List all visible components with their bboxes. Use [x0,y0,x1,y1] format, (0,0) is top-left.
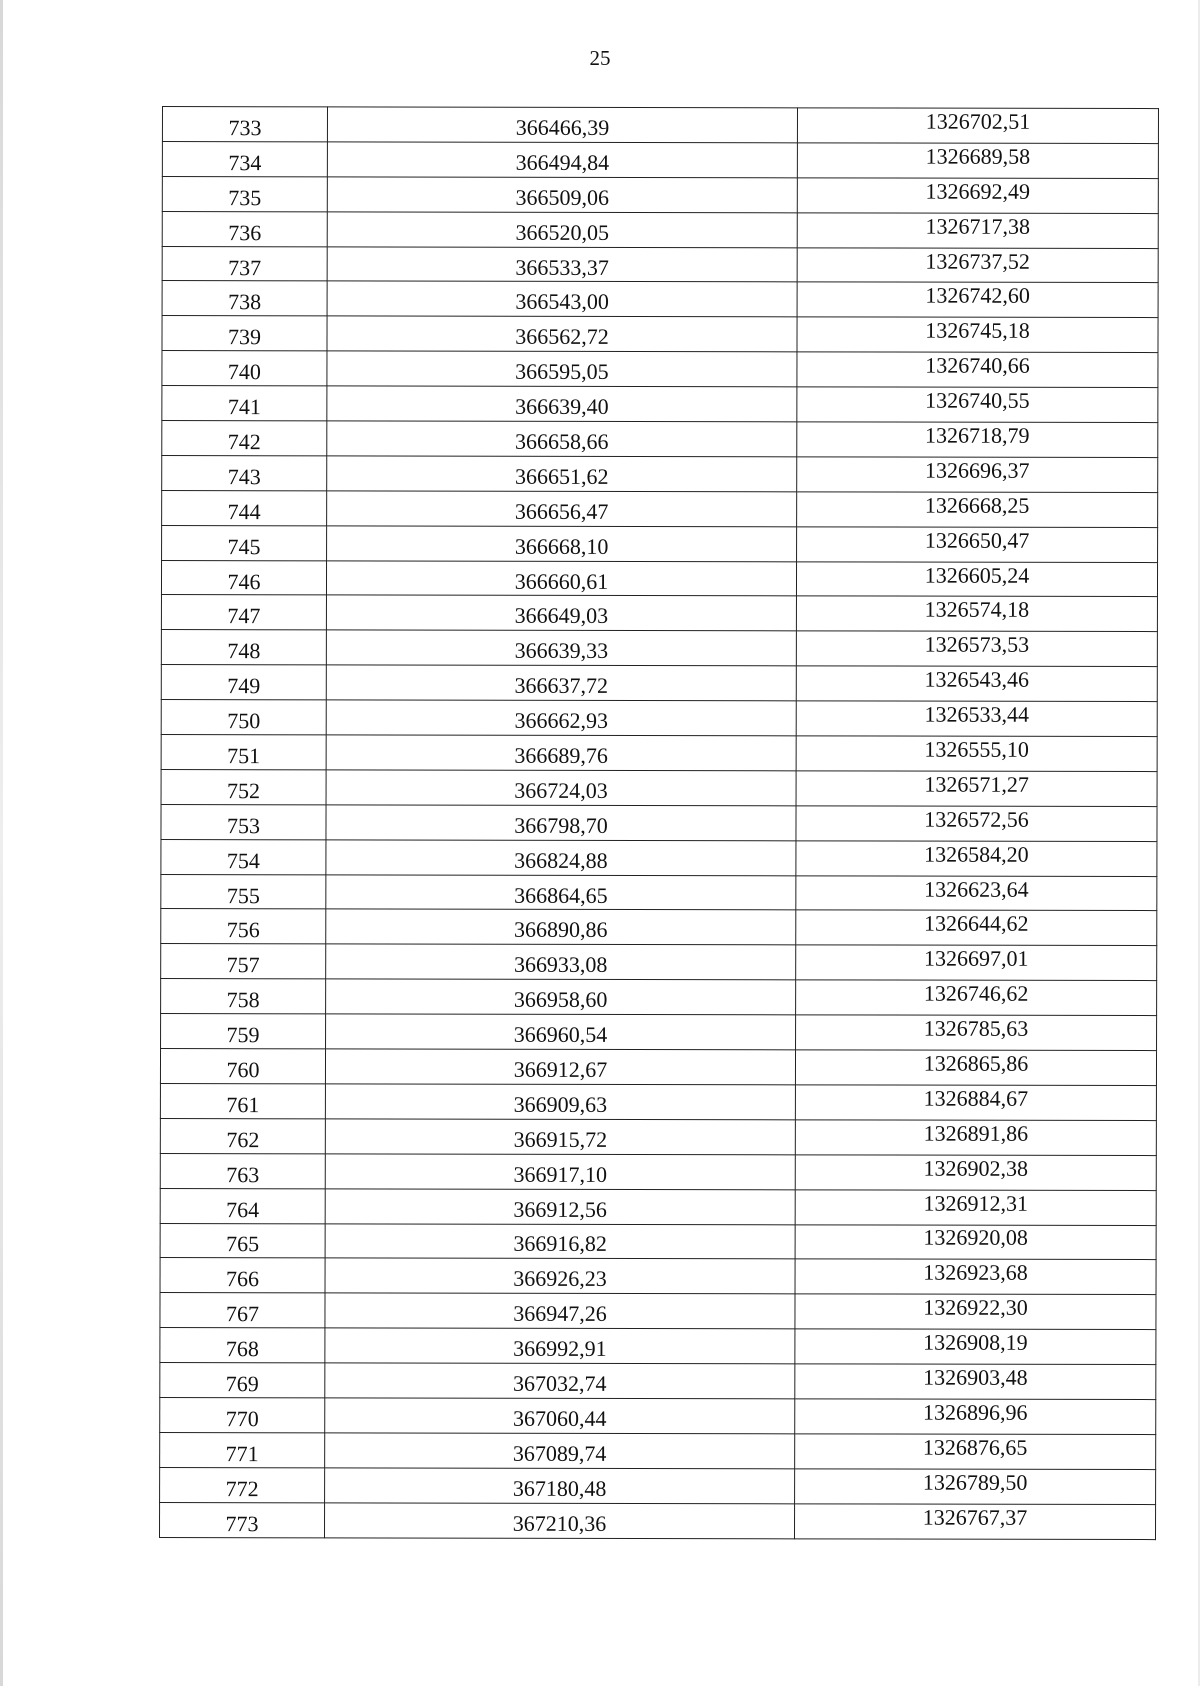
y-coordinate-cell: 1326650,47 [797,527,1158,563]
point-number-cell: 755 [161,874,326,909]
y-coordinate-cell: 1326702,51 [797,108,1158,144]
table-row [162,176,1158,213]
y-coordinate-cell: 1326740,55 [797,387,1158,423]
point-number-cell: 760 [160,1049,325,1084]
x-coordinate-cell: 366689,76 [326,735,796,771]
x-coordinate-cell: 366933,08 [326,944,796,980]
table-row [161,769,1157,806]
x-coordinate-cell: 366958,60 [326,979,796,1015]
page-number: 25 [589,46,611,70]
x-coordinate-cell: 366917,10 [325,1154,795,1190]
point-number-cell: 766 [160,1258,325,1293]
y-coordinate-cell: 1326737,52 [797,247,1158,283]
y-coordinate-cell: 1326696,37 [797,457,1158,493]
table-row [161,735,1157,772]
point-number-cell: 750 [161,700,326,735]
point-number-cell: 758 [161,979,326,1014]
x-coordinate-cell: 367180,48 [325,1468,795,1504]
y-coordinate-cell: 1326717,38 [797,213,1158,249]
point-number-cell: 753 [161,804,326,839]
y-coordinate-cell: 1326740,66 [797,352,1158,388]
y-coordinate-cell: 1326876,65 [795,1434,1156,1470]
y-coordinate-cell: 1326745,18 [797,317,1158,353]
table-row [160,1328,1156,1365]
table-row [161,839,1157,876]
table-row [160,1049,1156,1086]
x-coordinate-cell: 366912,56 [325,1188,795,1224]
table-row [160,1083,1156,1120]
point-number-cell: 743 [162,455,327,490]
x-coordinate-cell: 366824,88 [326,840,796,876]
point-number-cell: 742 [162,421,327,456]
table-row [160,1502,1156,1539]
table-row [162,351,1158,388]
point-number-cell: 739 [162,316,327,351]
x-coordinate-cell: 366960,54 [326,1014,796,1050]
y-coordinate-cell: 1326668,25 [797,492,1158,528]
x-coordinate-cell: 366509,06 [327,177,797,213]
y-coordinate-cell: 1326574,18 [796,596,1157,632]
table-row [160,1118,1156,1155]
y-coordinate-cell: 1326742,60 [797,282,1158,318]
x-coordinate-cell: 366912,67 [325,1049,795,1085]
y-coordinate-cell: 1326697,01 [796,945,1157,981]
y-coordinate-cell: 1326571,27 [796,771,1157,807]
point-number-cell: 757 [161,944,326,979]
table-row [161,630,1157,667]
y-coordinate-cell: 1326644,62 [796,910,1157,946]
point-number-cell: 751 [161,735,326,770]
point-number-cell: 763 [160,1153,325,1188]
table-row [161,909,1157,946]
x-coordinate-cell: 366798,70 [326,805,796,841]
point-number-cell: 769 [160,1363,325,1398]
table-row [162,107,1158,144]
point-number-cell: 748 [161,630,326,665]
table-row [162,455,1158,492]
point-number-cell: 741 [162,386,327,421]
x-coordinate-cell: 366543,00 [327,281,797,317]
point-number-cell: 770 [160,1397,325,1432]
table-row [162,386,1158,423]
x-coordinate-cell: 366662,93 [326,700,796,736]
x-coordinate-cell: 366656,47 [327,491,797,527]
y-coordinate-cell: 1326746,62 [796,980,1157,1016]
table-row [160,1293,1156,1330]
y-coordinate-cell: 1326903,48 [795,1364,1156,1400]
y-coordinate-cell: 1326623,64 [796,875,1157,911]
y-coordinate-cell: 1326908,19 [795,1329,1156,1365]
table-row [161,665,1157,702]
table-row [162,141,1158,178]
point-number-cell: 756 [161,909,326,944]
y-coordinate-cell: 1326920,08 [795,1224,1156,1260]
x-coordinate-cell: 366651,62 [327,456,797,492]
x-coordinate-cell: 366992,91 [325,1328,795,1364]
table-row [162,490,1158,527]
x-coordinate-cell: 366494,84 [327,142,797,178]
y-coordinate-cell: 1326789,50 [795,1469,1156,1505]
point-number-cell: 761 [160,1083,325,1118]
table-row [162,525,1158,562]
y-coordinate-cell: 1326922,30 [795,1294,1156,1330]
point-number-cell: 738 [162,281,327,316]
x-coordinate-cell: 366947,26 [325,1293,795,1329]
table-row [160,1397,1156,1434]
point-number-cell: 744 [162,490,327,525]
x-coordinate-cell: 367089,74 [325,1433,795,1469]
point-number-cell: 745 [162,525,327,560]
y-coordinate-cell: 1326865,86 [795,1050,1156,1086]
point-number-cell: 768 [160,1328,325,1363]
coordinates-table [159,106,1159,1540]
x-coordinate-cell: 366595,05 [327,351,797,387]
table-row [161,874,1157,911]
y-coordinate-cell: 1326718,79 [797,422,1158,458]
point-number-cell: 762 [160,1118,325,1153]
y-coordinate-cell: 1326555,10 [796,736,1157,772]
x-coordinate-cell: 366668,10 [327,526,797,562]
y-coordinate-cell: 1326605,24 [796,561,1157,597]
x-coordinate-cell: 367210,36 [325,1502,795,1538]
y-coordinate-cell: 1326533,44 [796,701,1157,737]
table-row [161,804,1157,841]
y-coordinate-cell: 1326767,37 [795,1503,1156,1539]
y-coordinate-cell: 1326573,53 [796,631,1157,667]
point-number-cell: 754 [161,839,326,874]
table-row [160,1223,1156,1260]
x-coordinate-cell: 367060,44 [325,1398,795,1434]
x-coordinate-cell: 366909,63 [325,1084,795,1120]
x-coordinate-cell: 366660,61 [326,560,796,596]
x-coordinate-cell: 366890,86 [326,909,796,945]
y-coordinate-cell: 1326785,63 [796,1015,1157,1051]
table-row [162,281,1158,318]
x-coordinate-cell: 366926,23 [325,1258,795,1294]
y-coordinate-cell: 1326543,46 [796,666,1157,702]
table-row [162,316,1158,353]
table-row [161,979,1157,1016]
x-coordinate-cell: 366562,72 [327,316,797,352]
coordinates-table-body [160,107,1159,1540]
point-number-cell: 735 [162,176,327,211]
point-number-cell: 733 [162,107,327,142]
x-coordinate-cell: 366864,65 [326,874,796,910]
point-number-cell: 764 [160,1188,325,1223]
point-number-cell: 749 [161,665,326,700]
point-number-cell: 759 [161,1014,326,1049]
x-coordinate-cell: 366649,03 [326,595,796,631]
table-row [161,1014,1157,1051]
y-coordinate-cell: 1326902,38 [795,1155,1156,1191]
table-row [160,1363,1156,1400]
x-coordinate-cell: 366639,40 [327,386,797,422]
x-coordinate-cell: 366637,72 [326,665,796,701]
y-coordinate-cell: 1326896,96 [795,1399,1156,1435]
point-number-cell: 767 [160,1293,325,1328]
x-coordinate-cell: 366724,03 [326,770,796,806]
table-row [161,944,1157,981]
x-coordinate-cell: 366520,05 [327,212,797,248]
table-row [160,1153,1156,1190]
y-coordinate-cell: 1326692,49 [797,178,1158,214]
x-coordinate-cell: 366658,66 [327,421,797,457]
y-coordinate-cell: 1326572,56 [796,806,1157,842]
x-coordinate-cell: 366916,82 [325,1223,795,1259]
point-number-cell: 747 [161,595,326,630]
x-coordinate-cell: 367032,74 [325,1363,795,1399]
table-row [161,560,1157,597]
table-row [162,421,1158,458]
point-number-cell: 773 [160,1502,325,1537]
table-row [161,700,1157,737]
x-coordinate-cell: 366915,72 [325,1119,795,1155]
table-row [161,595,1157,632]
x-coordinate-cell: 366639,33 [326,630,796,666]
y-coordinate-cell: 1326923,68 [795,1259,1156,1295]
point-number-cell: 736 [162,211,327,246]
table-row [162,211,1158,248]
point-number-cell: 740 [162,351,327,386]
y-coordinate-cell: 1326891,86 [795,1120,1156,1156]
point-number-cell: 746 [161,560,326,595]
point-number-cell: 752 [161,769,326,804]
x-coordinate-cell: 366466,39 [327,107,797,143]
y-coordinate-cell: 1326912,31 [795,1189,1156,1225]
table-row [160,1258,1156,1295]
table-row [162,246,1158,283]
scan-edge-left [0,0,3,1686]
point-number-cell: 734 [162,141,327,176]
y-coordinate-cell: 1326689,58 [797,143,1158,179]
table-row [160,1188,1156,1225]
table-row [160,1432,1156,1469]
point-number-cell: 772 [160,1467,325,1502]
point-number-cell: 771 [160,1432,325,1467]
x-coordinate-cell: 366533,37 [327,246,797,282]
point-number-cell: 737 [162,246,327,281]
point-number-cell: 765 [160,1223,325,1258]
table-row [160,1467,1156,1504]
y-coordinate-cell: 1326884,67 [795,1085,1156,1121]
y-coordinate-cell: 1326584,20 [796,841,1157,877]
